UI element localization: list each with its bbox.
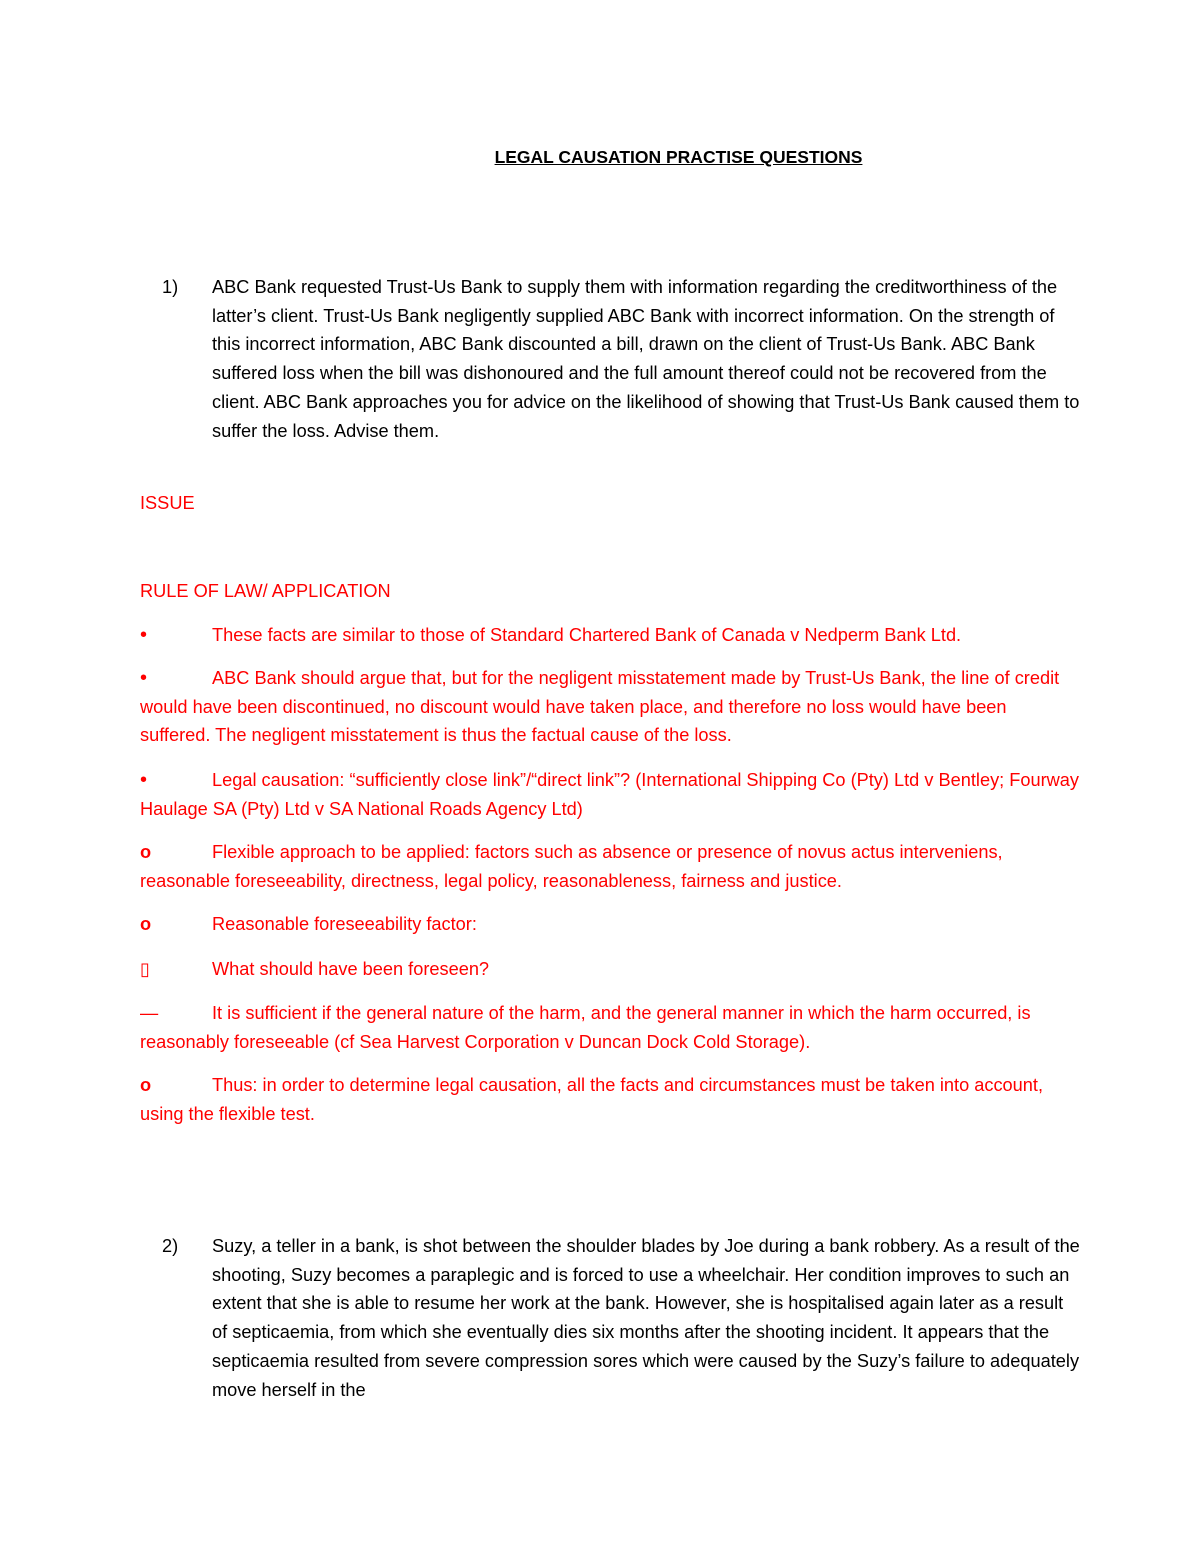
answer-point [140, 621, 1080, 650]
answer-point-text: Thus: in order to determine legal causation, all the facts and circumstances must be taken into account, using the flexible test. [140, 1075, 1044, 1124]
circle-marker: o [140, 1075, 152, 1095]
answer-point-text: Flexible approach to be applied: factors such as absence or presence of novus actus interveniens, reasonable foreseeability, directness, legal policy, reasonableness, fairness and justice. [140, 842, 1003, 891]
answer-point-text: It is sufficient if the general nature of the harm, and the general manner in which the harm occurred, is reasonably foreseeable (cf Sea Harvest Corporation v Duncan Dock Cold Storage). [140, 1003, 1031, 1052]
document-title: LEGAL CAUSATION PRACTISE QUESTIONS [494, 147, 863, 167]
answer-point [140, 1071, 1080, 1128]
question-2-text: Suzy, a teller in a bank, is shot between the shoulder blades by Joe during a bank robbery. As a result of the shooting, Suzy becomes a paraplegic and is forced to use a wheelchair. Her condition improves to such an extent that she is able to resume her work at the bank. However, she is hospitalised again later as a result of septicaemia, from which she eventually dies six months after the shooting incident. It appears that the septicaemia resulted from severe compression sores which were caused by the Suzy’s failure to adequately move herself in the [212, 1236, 1080, 1400]
answer-point-text: These facts are similar to those of Standard Chartered Bank of Canada v Nedperm Bank Ltd. [212, 625, 962, 645]
issue-heading: ISSUE [140, 493, 195, 513]
answer-point [140, 910, 1080, 939]
answer-point-text: What should have been foreseen? [212, 959, 490, 979]
answer-point [140, 664, 1080, 750]
circle-marker: o [140, 914, 152, 934]
question-1-number: 1) [162, 277, 179, 297]
rule-of-law-heading: RULE OF LAW/ APPLICATION [140, 581, 391, 601]
dash-marker: — [140, 1003, 159, 1023]
bullet-marker: • [140, 624, 148, 646]
answer-point-text: Reasonable foreseeability factor: [212, 914, 477, 934]
bullet-marker: • [140, 769, 148, 791]
answer-point [140, 838, 1080, 895]
answer-point [140, 999, 1080, 1056]
question-2-number: 2) [162, 1236, 179, 1256]
bullet-marker: • [140, 667, 148, 689]
answer-point [140, 766, 1080, 823]
square-marker: ▯ [140, 959, 151, 979]
answer-point [140, 955, 1080, 984]
circle-marker: o [140, 842, 152, 862]
answer-point-text: ABC Bank should argue that, but for the negligent misstatement made by Trust-Us Bank, the line of credit would have been discontinued, no discount would have taken place, and therefore no loss would have been suffered. The negligent misstatement is thus the factual cause of the loss. [140, 668, 1060, 746]
answer-point-text: Legal causation: “sufficiently close link”/“direct link”? (International Shipping Co (Pty) Ltd v Bentley; Fourway Haulage SA (Pty) Ltd v SA National Roads Agency Ltd) [140, 770, 1080, 819]
question-1-text: ABC Bank requested Trust-Us Bank to supply them with information regarding the creditworthiness of the latter’s client. Trust-Us Bank negligently supplied ABC Bank with incorrect information. On the strength of this incorrect information, ABC Bank discounted a bill, drawn on the client of Trust-Us Bank. ABC Bank suffered loss when the bill was dishonoured and the full amount thereof could not be recovered from the client. ABC Bank approaches you for advice on the likelihood of showing that Trust-Us Bank caused them to suffer the loss. Advise them. [212, 277, 1080, 441]
